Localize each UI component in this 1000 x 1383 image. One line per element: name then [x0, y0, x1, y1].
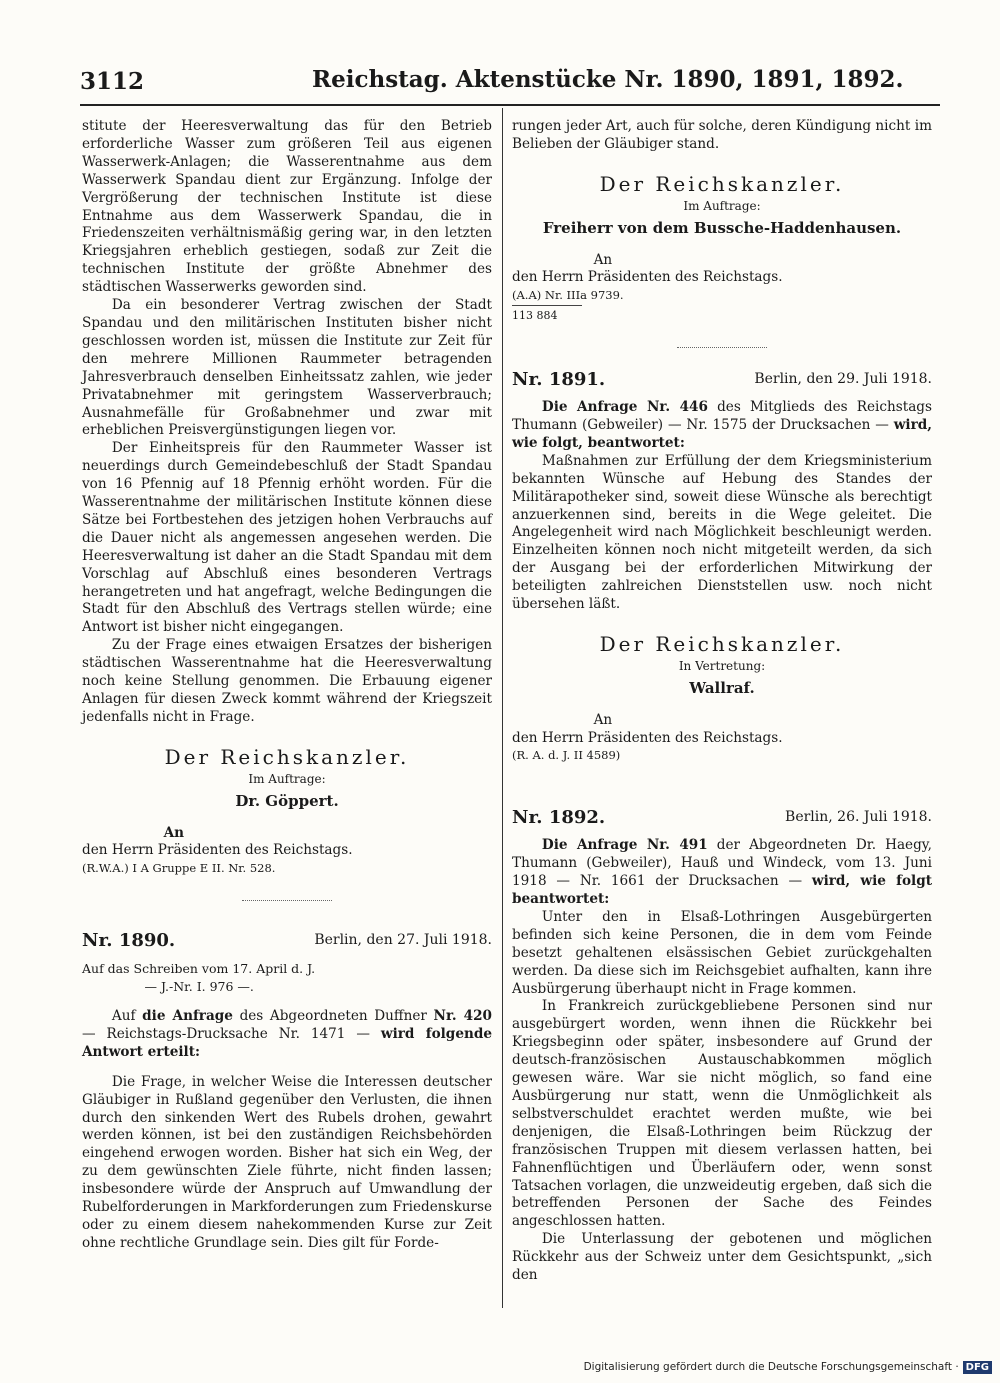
address-block — [512, 252, 932, 288]
signatory-name: Wallraf. — [689, 678, 755, 697]
signature-block — [82, 744, 492, 811]
paragraph: Der Einheitspreis für den Raummeter Wasser ist neuerdings durch Gemeindebeschluß der Stadt Spandau von 16 Pfennig auf 18 Pfennig erhöht worden. Für die Wasserentnahme der militärischen Institute können diese Sätze bei Fortbestehen des jetzigen hohen Verbrauchs auf die Dauer nicht als angemessen angesehen werden. Die Heeresverwaltung ist daher an die Stadt Spandau mit dem Vorschlag auf Abschluß eines besonderen Vertrags herangetreten und hat angefragt, welche Bedingungen die Stadt für den Abschluß des Vertrags stellen würde; eine Antwort ist bisher nicht eingegangen. — [82, 440, 492, 636]
running-head: Reichstag. Aktenstücke Nr. 1890, 1891, 1892. — [312, 66, 904, 93]
page-header — [80, 66, 904, 100]
address-an: An — [593, 251, 613, 268]
signatory-capacity: Im Auftrage: — [683, 198, 761, 213]
signatory-capacity: In Vertretung: — [678, 658, 766, 673]
address-recipient: den Herrn Präsidenten des Reichstags. — [82, 842, 353, 859]
document-date: Berlin, den 27. Juli 1918. — [314, 932, 492, 949]
dfg-logo: DFG — [963, 1361, 992, 1374]
reference-letter: Auf das Schreiben vom 17. April d. J. — [82, 961, 316, 977]
paragraph: Die Unterlassung der gebotenen und möglichen Rückkehr aus der Schweiz unter dem Gesichtspunkt, „sich den — [512, 1231, 932, 1284]
document-date: Berlin, den 29. Juli 1918. — [754, 371, 932, 388]
reference-letter-number: — J.-Nr. I. 976 —. — [144, 979, 254, 995]
paragraph: Maßnahmen zur Erfüllung der dem Kriegsministerium bekannten Wünsche auf Hebung des Standes der Militärapotheker sind, soweit diese Wünsche als berechtigt anzuerkennen sind, bereits in die Wege geleitet. Die Angelegenheit wird nach Möglichkeit beschleunigt werden. Einzelheiten können noch nicht mitgeteilt werden, da sich der Ausgang bei der erforderlichen Mitwirkung der beteiligten zahlreichen Dienststellen usw. noch nicht übersehen läßt. — [512, 452, 932, 613]
section-separator — [242, 900, 332, 902]
address-recipient: den Herrn Präsidenten des Reichstags. — [512, 729, 783, 746]
signatory-title: Der Reichskanzler. — [599, 171, 845, 196]
document-date: Berlin, 26. Juli 1918. — [785, 809, 932, 826]
column-divider — [502, 108, 503, 1308]
section-separator — [677, 347, 767, 349]
reference-number: (R. A. d. J. II 4589) — [512, 748, 621, 763]
page-number: 3112 — [80, 68, 145, 95]
signature-block — [512, 631, 932, 698]
paragraph: stitute der Heeresverwaltung das für den Betrieb erforderliche Wasser zum größeren Teil aus eigenen Wasserwerk-Anlagen; die Wasserentnahme aus dem Wasserwerk Spandau dient zur Ergänzung. Infolge der Vergrößerung der technischen Institute ist diese Entnahme aus dem Wasserwerk Spandau, die in Friedenszeiten verhältnismäßig gering war, in den letzten Kriegsjahren erheblich gestiegen, sodaß zur Zeit die technischen Institute der größte Abnehmer des städtischen Wasserwerks geworden sind. — [82, 118, 492, 296]
signatory-name: Freiherr von dem Bussche-Haddenhausen. — [542, 218, 902, 237]
digitization-footer — [584, 1361, 992, 1374]
paragraph: Die Frage, in welcher Weise die Interessen deutscher Gläubiger in Rußland gegenüber den Verlusten, die ihnen durch den sinkenden Wert des Rubels drohen, gewahrt werden können, ist bei den zuständigen Reichsbehörden eingehend erwogen worden. Bisher hat sich ein Weg, der zu dem gewünschten Ziele führte, nicht finden lassen; insbesondere würde der Anspruch auf Umwandlung der Rubelforderungen in Markforderungen zum Friedenskurse oder zu einem diesem nahekommenden Kurse zur Zeit ohne rechtliche Grundlage sein. Dies gilt für Forde- — [82, 1073, 492, 1251]
inquiry-intro: Auf die Anfrage des Abgeordneten Duffner Nr. 420 — Reichstags-Drucksache Nr. 1471 — wird folgende Antwort erteilt: — [82, 1007, 493, 1060]
paragraph: Da ein besonderer Vertrag zwischen der Stadt Spandau und den militärischen Instituten bisher nicht geschlossen worden ist, müssen die Institute zur Zeit für den mehrere Millionen Raummeter betragenden Jahresverbrauch denselben Einheitssatz zahlen, wie jeder Privatabnehmer mit geringstem Wasserverbrauch; Ausnahmefälle für Großabnehmer und zwar mit erheblichen Preisvergünstigungen liegen vor. — [82, 297, 492, 439]
document-number: Nr. 1892. — [512, 807, 606, 829]
signatory-title: Der Reichskanzler. — [164, 744, 410, 769]
signatory-capacity: Im Auftrage: — [248, 771, 326, 786]
document-number: Nr. 1890. — [82, 930, 176, 952]
paragraph: Unter den in Elsaß-Lothringen Ausgebürgerten befinden sich keine Personen, die in dem vom Feinde besetzt gehaltenen elsässischen Gebiet zurückgehalten werden. Da diese sich im Reichsgebiet aufhalten, kann ihre Ausbürgerung überhaupt nicht in Frage kommen. — [512, 908, 932, 997]
address-block — [512, 712, 932, 748]
address-an: An — [593, 711, 613, 728]
right-column — [512, 118, 932, 1285]
left-column — [82, 118, 492, 1253]
paragraph: In Frankreich zurückgebliebene Personen sind nur ausgebürgert worden, wenn ihnen die Rückkehr bei Kriegsbeginn oder später, insbesondere auf Grund der deutsch-französischen Austauschabkommen möglich gewesen wäre. War sie nicht möglich, so fand eine Ausbürgerung nur statt, wenn die Unmöglichkeit als selbstverschuldet erachtet werden mußte, wie bei denjenigen, die Elsaß-Lothringen beim Rückzug der französischen Truppen mit diesem verlassen hatten, bei Fahnenflüchtigen und Überläufern oder, wenn sonst Tatsachen vorlagen, die unzweideutig ergeben, daß sich die betreffenden Personen der Sache des Feindes angeschlossen hatten. — [512, 998, 932, 1230]
reference-subnumber: 113 884 — [512, 305, 582, 325]
document-number: Nr. 1891. — [512, 369, 606, 391]
document-heading — [512, 371, 932, 389]
address-recipient: den Herrn Präsidenten des Reichstags. — [512, 269, 783, 286]
paragraph: Zu der Frage eines etwaigen Ersatzes der bisherigen städtischen Wasserentnahme hat die Heeresverwaltung noch keine Stellung genommen. Die Erbauung eigener Anlagen für diesen Zweck kommt während der Kriegszeit jedenfalls nicht in Frage. — [82, 637, 492, 725]
reference-number: (R.W.A.) I A Gruppe E II. Nr. 528. — [82, 861, 276, 876]
address-an: An — [163, 824, 185, 841]
document-heading — [512, 809, 932, 827]
header-rule — [80, 104, 940, 106]
inquiry-intro: Die Anfrage Nr. 491 der Abgeordneten Dr. Haegy, Thumann (Gebweiler), Hauß und Windeck, vom 13. Juni 1918 — Nr. 1661 der Drucksachen — wird, wie folgt beantwortet: — [512, 837, 932, 907]
document-heading — [82, 932, 492, 950]
signatory-name: Dr. Göppert. — [235, 791, 339, 810]
reference-number: (A.A) Nr. IIIa 9739. — [512, 288, 624, 303]
address-block — [82, 825, 492, 861]
inquiry-intro: Die Anfrage Nr. 446 des Mitglieds des Reichstags Thumann (Gebweiler) — Nr. 1575 der Drucksachen — wird, wie folgt, beantwortet: — [512, 399, 932, 451]
footer-text: Digitalisierung gefördert durch die Deutsche Forschungsgemeinschaft · — [583, 1361, 959, 1373]
signatory-title: Der Reichskanzler. — [599, 631, 845, 656]
signature-block — [512, 171, 932, 238]
paragraph: rungen jeder Art, auch für solche, deren Kündigung nicht im Belieben der Gläubiger stand. — [512, 118, 932, 152]
